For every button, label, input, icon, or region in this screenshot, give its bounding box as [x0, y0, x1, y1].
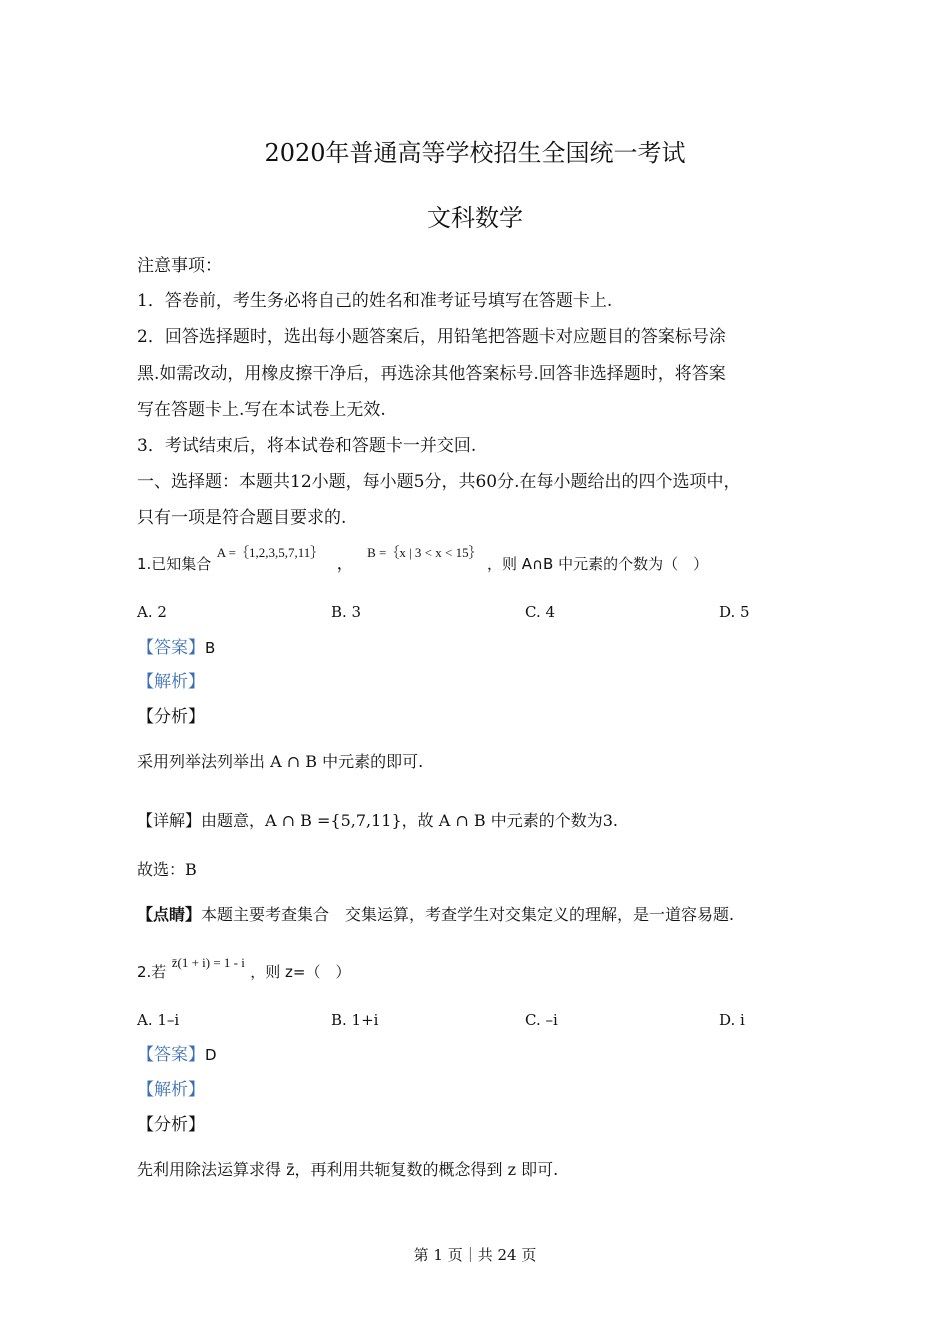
q2-analysis-tag: 【解析】	[137, 1080, 205, 1100]
q2-fenxi-tag: 【分析】	[137, 1115, 205, 1135]
section-heading-line-1: 一、选择题：本题共12小题，每小题5分，共60分.在每小题给出的四个选项中，	[137, 472, 741, 492]
q2-option-a: A. 1–i	[137, 1011, 180, 1029]
section-heading-line-2: 只有一项是符合题目要求的.	[137, 508, 347, 528]
q2-option-c: C. –i	[525, 1011, 558, 1029]
q2-stem-prefix: 2.若	[137, 963, 167, 981]
note-1: 1．答卷前，考生务必将自己的姓名和准考证号填写在答题卡上.	[137, 291, 613, 311]
note-2-line-1: 2．回答选择题时，选出每小题答案后，用铅笔把答题卡对应题目的答案标号涂	[137, 327, 726, 347]
note-2-line-2: 黑.如需改动，用橡皮擦干净后，再选涂其他答案标号.回答非选择题时，将答案	[137, 364, 726, 384]
q1-detail	[137, 809, 618, 833]
q1-detail-tag: 【详解】	[137, 811, 202, 830]
q1-answer	[137, 636, 215, 660]
q2-answer-tag: 【答案】	[137, 1045, 205, 1065]
q1-stem: 1.已知集合 $^{A =\{1,2,3,5,7,11\}}$ ， $^{B =\{x | 3 < x < 15\}}$ ，则 A∩B 中元素的个数为（ ）	[137, 545, 709, 574]
note-3: 3．考试结束后，将本试卷和答题卡一并交回.	[137, 436, 477, 456]
q1-fenxi: 采用列举法列举出 A ∩ B 中元素的即可.	[137, 752, 424, 771]
q2-stem-suffix: ，则 z=（ ）	[250, 963, 351, 981]
q2-option-d: D. i	[719, 1011, 745, 1029]
q1-choose: 故选：B	[137, 860, 197, 879]
q1-comment-text: 本题主要考查集合 交集运算，考查学生对交集定义的理解，是一道容易题.	[201, 905, 735, 924]
notes-heading: 注意事项：	[137, 256, 222, 276]
q2-option-b: B. 1+i	[331, 1011, 379, 1029]
q1-set-b: B =｛x | 3 < x < 15｝	[367, 545, 482, 560]
q1-option-d: D. 5	[719, 603, 750, 621]
q2-equation: z̄(1 + i) = 1 - i	[171, 955, 245, 970]
q2-answer-value: D	[205, 1046, 217, 1064]
q1-comment-tag: 【点睛】	[137, 905, 202, 924]
note-2-line-3: 写在答题卡上.写在本试卷上无效.	[137, 400, 386, 420]
q1-option-a: A. 2	[137, 603, 167, 621]
q1-answer-value: B	[205, 639, 216, 657]
q1-stem-suffix: ，则 A∩B 中元素的个数为（ ）	[487, 555, 709, 573]
q2-stem	[137, 955, 351, 985]
exam-subtitle: 文科数学	[427, 204, 523, 232]
q1-analysis-tag: 【解析】	[137, 672, 205, 692]
q1-fenxi-tag: 【分析】	[137, 707, 205, 727]
q1-option-b: B. 3	[331, 603, 362, 621]
page-footer: 第 1 页｜共 24 页	[413, 1246, 537, 1264]
q1-stem-prefix: 1.已知集合	[137, 555, 212, 573]
q1-detail-text: 由题意，A ∩ B ={5,7,11}，故 A ∩ B 中元素的个数为3.	[201, 811, 618, 830]
exam-title: 2020年普通高等学校招生全国统一考试	[264, 139, 686, 167]
q1-option-c: C. 4	[525, 603, 556, 621]
q1-comment	[137, 903, 734, 927]
q1-answer-tag: 【答案】	[137, 638, 205, 658]
q2-answer	[137, 1043, 217, 1067]
q2-fenxi: 先利用除法运算求得 z̄，再利用共轭复数的概念得到 z 即可.	[137, 1160, 559, 1179]
q1-set-a: A =｛1,2,3,5,7,11｝	[216, 545, 324, 560]
